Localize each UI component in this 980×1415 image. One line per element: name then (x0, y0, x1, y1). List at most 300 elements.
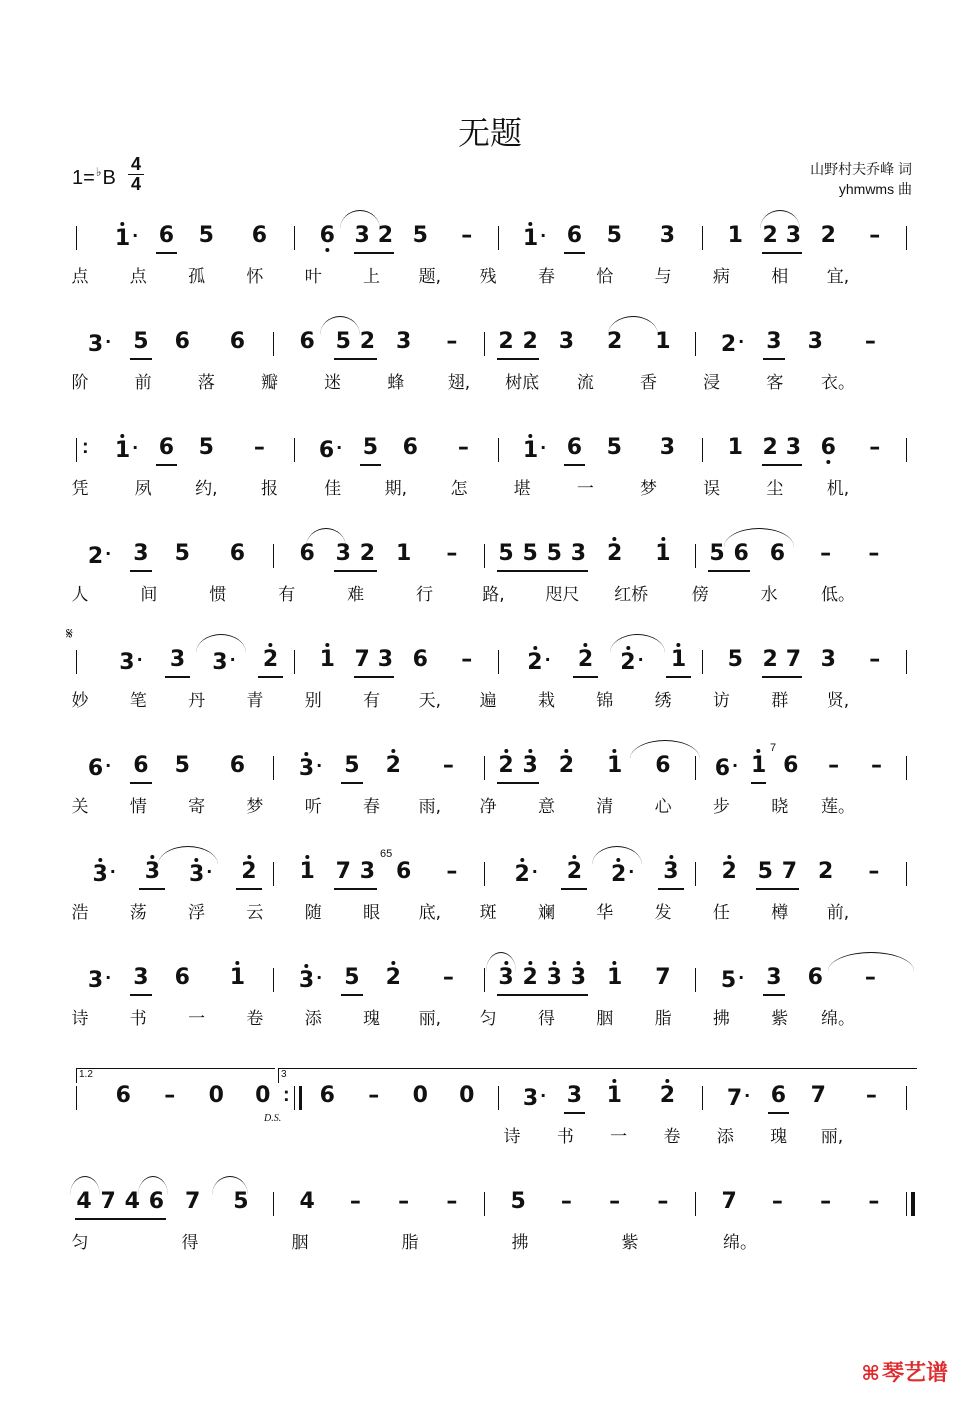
note: 2 (522, 965, 538, 990)
note: 6 (770, 1083, 787, 1108)
note: 5 · (720, 968, 745, 993)
eighth-underline (573, 676, 598, 678)
barline (498, 226, 499, 250)
lyric-syllable: 落 (197, 373, 215, 393)
note: 3 (570, 541, 587, 566)
note: 3 (566, 1083, 583, 1108)
lyric-syllable: 卷 (246, 1009, 264, 1029)
lyric-syllable: 怎 (450, 479, 468, 499)
note: 2 (762, 435, 778, 460)
lyric-syllable: 报 (261, 479, 278, 499)
note: 2 (377, 223, 394, 248)
lyric-syllable: 题, (418, 267, 442, 287)
grace-note-1: 7 (770, 742, 777, 754)
note: 3 · (92, 862, 116, 887)
barline (702, 438, 703, 462)
note: 6 (402, 435, 418, 460)
note: 5 (510, 1189, 526, 1214)
score-line (0, 860, 980, 966)
note: 6 (229, 329, 246, 354)
eighth-underline (130, 994, 152, 996)
barline (294, 1086, 295, 1110)
sustain-dash: – (864, 329, 876, 354)
lyric-syllable: 笔 (129, 691, 147, 711)
barline (695, 756, 696, 780)
note: 5 (546, 541, 562, 566)
lyric-syllable: 任 (712, 903, 730, 923)
note: 5 (606, 223, 622, 248)
grace-note-2: 65 (380, 848, 393, 860)
barline (702, 1086, 703, 1110)
eighth-underline (130, 570, 152, 572)
note: 2 · (610, 862, 635, 887)
note: 2 (558, 753, 575, 778)
sustain-dash: – (865, 1083, 877, 1108)
eighth-underline (130, 782, 152, 784)
lyric-syllable: 清 (596, 797, 614, 817)
note: 3 (558, 329, 575, 354)
note: 1 (319, 647, 335, 672)
score-line (0, 436, 980, 542)
note: 5 (174, 541, 190, 566)
lyric-syllable: 低。 (821, 585, 855, 605)
note: 1 · (522, 438, 547, 463)
note: 3 (144, 859, 161, 884)
lyric-syllable: 锦 (596, 691, 614, 711)
lyric-syllable: 别 (304, 691, 322, 711)
note: 3 (169, 647, 186, 672)
lyric-syllable: 客 (766, 373, 784, 393)
lyric-syllable: 遍 (479, 691, 497, 711)
lyric-syllable: 丽, (418, 1009, 442, 1029)
score-line (0, 754, 980, 860)
barline (273, 968, 274, 992)
note: 1 (670, 647, 687, 672)
lyric-syllable: 宜, (826, 267, 850, 287)
lyric-syllable: 树底 (505, 373, 540, 393)
lyric-syllable: 机, (826, 479, 850, 499)
lyric-syllable: 点 (71, 267, 89, 287)
lyric-syllable: 书 (556, 1127, 574, 1147)
note: 2 (498, 329, 514, 354)
sustain-dash: – (398, 1189, 410, 1214)
note: 3 (377, 647, 394, 672)
eighth-underline (354, 676, 395, 678)
note: 3 (766, 329, 782, 354)
note: 1 (655, 329, 671, 354)
eighth-underline (497, 782, 539, 784)
site-logo[interactable]: ⌘琴艺谱 (861, 1360, 948, 1385)
note: 6 (783, 753, 799, 778)
note: 5 (335, 329, 351, 354)
lyric-syllable: 底, (418, 903, 442, 923)
note: 5 (727, 647, 743, 672)
barline (906, 1192, 907, 1216)
note: 5 (757, 859, 773, 884)
note: 3 (522, 753, 538, 778)
lyric-syllable: 访 (712, 691, 730, 711)
barline (484, 756, 485, 780)
eighth-underline (334, 570, 376, 572)
barline (695, 544, 696, 568)
note: 3 (395, 329, 412, 354)
sustain-dash: – (820, 541, 832, 566)
note: 3 (354, 223, 370, 248)
barline (294, 438, 295, 462)
eighth-underline (564, 464, 585, 466)
lyric-syllable: 雨, (418, 797, 442, 817)
note: 7 (785, 647, 802, 672)
note: 1 · (522, 226, 547, 251)
sustain-dash: – (442, 753, 454, 778)
lyric-syllable: 惯 (209, 585, 227, 605)
note: 3 · (212, 650, 236, 675)
note: 2 (385, 753, 401, 778)
note: 3 · (522, 1086, 547, 1111)
note: 2 (606, 329, 623, 354)
sustain-dash: – (446, 1189, 458, 1214)
note: 2 (498, 753, 514, 778)
sustain-dash: – (771, 1189, 783, 1214)
note: 2 (522, 329, 538, 354)
lyric-syllable: 斑 (479, 903, 497, 923)
lyric-syllable: 脂 (401, 1233, 419, 1253)
sustain-dash: – (864, 965, 876, 990)
note: 6 (319, 223, 335, 248)
lyric-syllable: 凭 (71, 479, 89, 499)
eighth-underline (354, 252, 395, 254)
note: 7 (354, 647, 370, 672)
note: 2 (606, 541, 623, 566)
lyric-syllable: 傍 (691, 585, 709, 605)
eighth-underline (763, 994, 785, 996)
note: 6 (319, 1083, 335, 1108)
lyric-syllable: 绵。 (821, 1009, 855, 1029)
note: 6 (807, 965, 823, 990)
eighth-underline (762, 252, 803, 254)
note: 3 · (298, 968, 323, 993)
barline (76, 1086, 77, 1110)
sustain-dash: – (457, 435, 469, 460)
eighth-underline (360, 464, 381, 466)
barline (906, 1086, 907, 1110)
sustain-dash: – (871, 753, 883, 778)
note: 6 (769, 541, 786, 566)
eighth-underline (156, 464, 177, 466)
lyric-syllable: 华 (596, 903, 614, 923)
lyric-syllable: 绵。 (723, 1233, 757, 1253)
lyric-syllable: 添 (304, 1009, 322, 1029)
lyric-syllable: 点 (129, 267, 147, 287)
note: 4 (124, 1189, 140, 1214)
note: 2 (762, 647, 778, 672)
lyric-syllable: 得 (537, 1009, 555, 1029)
score-line (0, 966, 980, 1072)
lyric-syllable: 春 (363, 797, 381, 817)
sustain-dash: – (446, 859, 458, 884)
note: 2 (577, 647, 594, 672)
barline (484, 1192, 485, 1216)
lyric-syllable: 春 (537, 267, 555, 287)
barline (76, 226, 77, 250)
composer-credit: yhmwms 曲 (838, 181, 912, 197)
lyric-syllable: 阶 (71, 373, 89, 393)
lyric-syllable: 情 (129, 797, 147, 817)
note: 7 (810, 1083, 826, 1108)
note: 7 (335, 859, 351, 884)
eighth-underline (156, 252, 177, 254)
lyric-syllable: 诗 (71, 1009, 89, 1029)
note: 1 (727, 223, 743, 248)
note: 2 (241, 859, 257, 884)
eighth-underline (258, 676, 283, 678)
lyric-syllable: 意 (537, 797, 555, 817)
note: 5 (198, 435, 214, 460)
note: 5 (709, 541, 725, 566)
lyric-syllable: 拂 (712, 1009, 730, 1029)
sustain-dash: – (657, 1189, 669, 1214)
lyric-syllable: 路, (482, 585, 505, 605)
eighth-underline (751, 782, 766, 784)
lyric-syllable: 瑰 (363, 1009, 381, 1029)
lyric-syllable: 青 (246, 691, 264, 711)
lyric-syllable: 一 (576, 479, 594, 499)
barline (484, 332, 485, 356)
note: 6 (299, 329, 315, 354)
note: 3 (663, 859, 679, 884)
lyric-syllable: 眼 (363, 903, 381, 923)
note: 3 (133, 541, 149, 566)
sustain-dash: – (869, 647, 881, 672)
lyric-syllable: 天, (418, 691, 442, 711)
lyric-syllable: 孤 (188, 267, 206, 287)
note: 5 (233, 1189, 249, 1214)
barline (273, 332, 274, 356)
lyric-syllable: 行 (416, 585, 434, 605)
eighth-underline (708, 570, 750, 572)
lyric-syllable: 诗 (503, 1127, 521, 1147)
lyric-syllable: 前, (826, 903, 850, 923)
lyric-syllable: 关 (71, 797, 89, 817)
note: 7 · (726, 1086, 751, 1111)
dal-segno: D.S. (264, 1113, 282, 1124)
barline (695, 332, 696, 356)
eighth-underline (497, 994, 588, 996)
note: 2 (359, 329, 376, 354)
note: 6 (148, 1189, 165, 1214)
note: 6 · (318, 438, 343, 463)
eighth-underline (75, 1218, 166, 1220)
sustain-dash: – (609, 1189, 621, 1214)
score-line (0, 1084, 980, 1190)
note: 6 (820, 435, 836, 460)
barline (498, 438, 499, 462)
lyric-syllable: 寄 (188, 797, 206, 817)
note: 5 (133, 329, 149, 354)
barline (906, 438, 907, 462)
sustain-dash: – (868, 541, 880, 566)
note: 6 (115, 1083, 131, 1108)
note: 6 (412, 647, 428, 672)
lyric-syllable: 一 (610, 1127, 628, 1147)
note: 6 (733, 541, 749, 566)
lyric-syllable: 流 (576, 373, 594, 393)
sustain-dash: – (368, 1083, 380, 1108)
repeat-start-barline (76, 438, 77, 462)
note: 2 · (527, 650, 551, 675)
note: 3 (785, 435, 802, 460)
note: 3 (359, 859, 376, 884)
sustain-dash: – (820, 1189, 832, 1214)
lyric-syllable: 添 (716, 1127, 734, 1147)
key-signature: 1=♭B (72, 165, 116, 189)
note: 3 (335, 541, 351, 566)
lyric-syllable: 相 (771, 267, 789, 287)
note: 3 (785, 223, 802, 248)
eighth-underline (341, 782, 363, 784)
note: 6 (251, 223, 268, 248)
lyric-syllable: 咫尺 (545, 585, 580, 605)
lyric-syllable: 浸 (703, 373, 721, 393)
lyric-syllable: 期, (384, 479, 408, 499)
barline (273, 544, 274, 568)
barline (484, 862, 485, 886)
lyric-syllable: 群 (771, 691, 789, 711)
barline (498, 1086, 499, 1110)
barline (906, 650, 907, 674)
note: 6 (655, 753, 671, 778)
note: 1 (655, 541, 671, 566)
eighth-underline (768, 1112, 789, 1114)
sustain-dash: – (442, 965, 454, 990)
note: 3 (498, 965, 514, 990)
barline (906, 756, 907, 780)
eighth-underline (341, 994, 363, 996)
note: 6 (566, 223, 583, 248)
sustain-dash: – (868, 859, 880, 884)
barline (484, 544, 485, 568)
lyric-syllable: 樽 (771, 903, 789, 923)
lyric-syllable: 匀 (71, 1233, 89, 1253)
score-line (0, 1190, 980, 1296)
slur (340, 210, 380, 229)
note: 7 (184, 1189, 201, 1214)
time-signature: 4 4 (128, 155, 144, 194)
note: 1 (395, 541, 412, 566)
lyric-syllable: 有 (278, 585, 296, 605)
lyric-syllable: 随 (304, 903, 322, 923)
note: 2 (820, 223, 836, 248)
note: 5 (344, 753, 360, 778)
eighth-underline (762, 676, 803, 678)
note: 2 (721, 859, 737, 884)
note: 1 (606, 965, 623, 990)
note: 6 (158, 223, 175, 248)
barline (702, 650, 703, 674)
lyric-syllable: 拂 (511, 1233, 529, 1253)
lyric-syllable: 衣。 (821, 373, 855, 393)
lyric-syllable: 残 (479, 267, 497, 287)
sustain-dash: – (446, 329, 458, 354)
note: 2 (817, 859, 834, 884)
note: 6 (174, 965, 190, 990)
lyric-syllable: 丹 (188, 691, 206, 711)
sustain-dash: – (869, 435, 881, 460)
score-line (0, 330, 980, 436)
eighth-underline (236, 888, 262, 890)
note: 1 (299, 859, 315, 884)
barline (906, 862, 907, 886)
note: 5 (412, 223, 428, 248)
lyric-syllable: 浮 (188, 903, 206, 923)
note: 6 · (714, 756, 739, 781)
note: 3 (807, 329, 823, 354)
lyric-syllable: 佳 (324, 479, 342, 499)
note: 1 · (114, 226, 139, 251)
lyric-syllable: 斓 (537, 903, 555, 923)
note: 7 (655, 965, 671, 990)
lyric-syllable: 堪 (513, 479, 531, 499)
lyric-syllable: 莲。 (821, 797, 855, 817)
barline (695, 968, 696, 992)
lyric-syllable: 发 (654, 903, 672, 923)
note: 1 (750, 753, 767, 778)
barline (294, 226, 295, 250)
barline (273, 756, 274, 780)
eighth-underline (334, 888, 376, 890)
note: 6 (566, 435, 583, 460)
note: 1 · (114, 438, 139, 463)
lyric-syllable: 梦 (640, 479, 657, 499)
eighth-underline (564, 1112, 585, 1114)
note: 2 (659, 1083, 676, 1108)
lyric-syllable: 荡 (129, 903, 147, 923)
note: 0 (208, 1083, 224, 1108)
lyric-syllable: 上 (363, 267, 381, 287)
lyric-syllable: 匀 (479, 1009, 497, 1029)
eighth-underline (756, 888, 798, 890)
lyric-syllable: 迷 (324, 373, 342, 393)
note: 2 (566, 859, 583, 884)
lyric-syllable: 香 (640, 373, 657, 393)
note: 2 (385, 965, 401, 990)
page-title: 无题 (457, 114, 522, 152)
note: 2 (359, 541, 376, 566)
eighth-underline (165, 676, 190, 678)
note: 3 · (298, 756, 323, 781)
note: 5 (344, 965, 360, 990)
barline (906, 226, 907, 250)
lyric-syllable: 卷 (663, 1127, 681, 1147)
note: 1 (606, 753, 623, 778)
eighth-underline (762, 464, 803, 466)
lyric-syllable: 得 (181, 1233, 199, 1253)
note: 6 (174, 329, 190, 354)
lyric-syllable: 梦 (246, 797, 264, 817)
barline (702, 226, 703, 250)
barline (76, 650, 77, 674)
lyric-syllable: 怀 (246, 267, 264, 287)
lyric-syllable: 与 (654, 267, 672, 287)
note: 6 (229, 541, 246, 566)
note: 5 (362, 435, 379, 460)
barline (695, 862, 696, 886)
lyric-syllable: 胭 (596, 1009, 614, 1029)
sustain-dash: – (828, 753, 840, 778)
note: 2 · (620, 650, 644, 675)
lyric-syllable: 紫 (621, 1233, 639, 1253)
lyricist-credit: 山野村夫乔峰 词 (810, 161, 912, 177)
